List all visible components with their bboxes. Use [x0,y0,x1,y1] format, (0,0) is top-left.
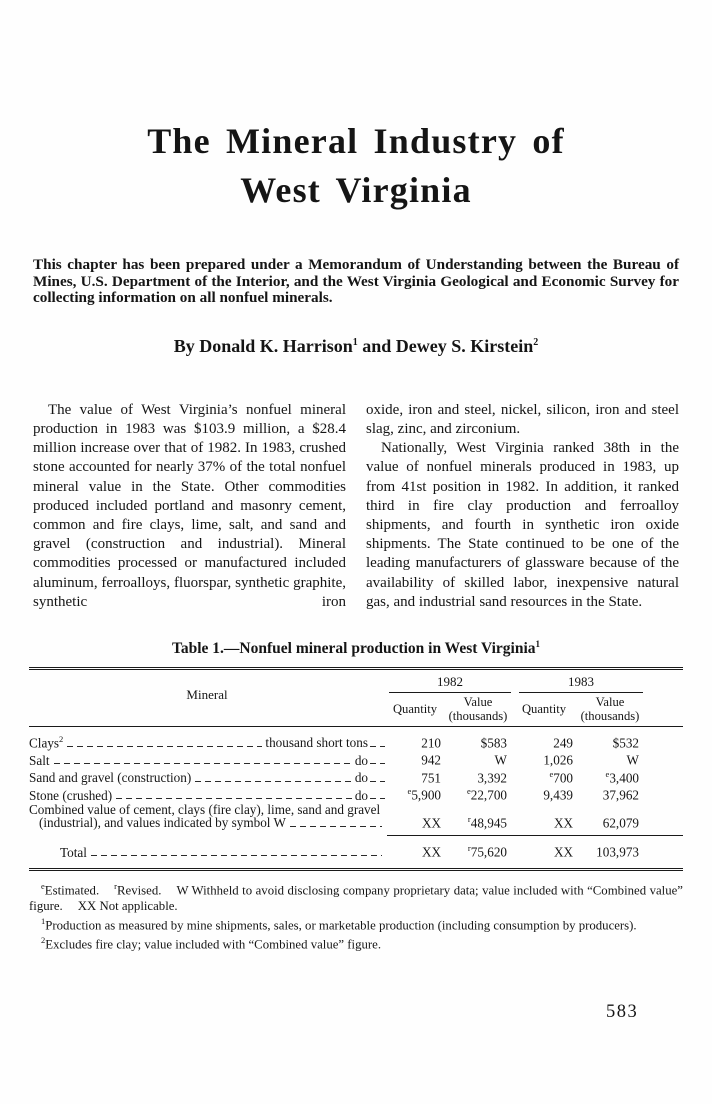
cell-value-1983: 62,079 [602,815,639,831]
dash-leader [116,798,352,799]
table-row-stone-crushed [29,785,683,802]
unit-label: do [354,787,368,803]
page-number: 583 [606,1002,639,1022]
dash-leader [370,798,385,799]
dash-leader [370,746,385,747]
footnote-1: $^1$Production as measured by mine shipments, sales, or marketable production (including consumption by producers). [41,915,637,932]
intro-paragraph: This chapter has been prepared under a Memorandum of Understanding between the Bureau of Mines, U.S. Department of the Interior, and the West Virginia Geological and Economic Survey for collecting information on all nonfuel minerals. [33,256,679,307]
byline-prefix: By [173,335,200,356]
cell-quantity-1982: XX [421,844,441,860]
cell-quantity-1983: 9,439 [543,787,573,803]
cell-value-1982: $^r$48,945 [467,813,507,831]
cell-quantity-1982: XX [421,815,441,831]
cell-quantity-1983: 1,026 [543,752,573,768]
left-column [33,401,346,612]
unit-label: do [354,752,368,768]
right-column [366,401,679,612]
author-1: Donald K. Harrison [199,335,353,356]
year-header-1983: 1983 [519,674,643,693]
cell-quantity-1982: $^e$5,900 [407,786,441,803]
table-bottom-rule [29,868,683,871]
footnote-symbols: $^e$Estimated. $^r$Revised. W Withheld to avoid disclosing company proprietary data; value included with “Combined value” figure. XX Not applicable. [29,881,683,913]
cell-value-1983: $^e$3,400 [605,768,639,786]
cell-value-1982: W [494,752,507,768]
table-row-combined-value [29,803,683,830]
byline-and: and [357,335,396,356]
dash-leader [370,781,385,782]
table-row-clays [29,733,683,750]
byline [0,336,712,357]
author-1-footnote-ref: 1 [352,336,358,348]
cell-quantity-1982: 751 [421,770,441,786]
combined-value-line-2: (industrial), and values indicated by symbol W [39,815,286,831]
unit-label: do [354,770,368,786]
cell-quantity-1983: XX [553,844,573,860]
cell-value-1982: 3,392 [477,770,507,786]
document-title [0,117,712,215]
subheader-quantity-1983: Quantity [521,701,567,716]
cell-value-1983: W [626,752,639,768]
subheader-value-1983: Value (thousands) [580,695,640,723]
table-row-total [29,836,683,864]
cell-value-1982: $^e$22,700 [466,786,507,803]
title-line-1: The Mineral Industry of [147,121,565,161]
subheader-value-1982: Value (thousands) [448,695,508,723]
cell-quantity-1982: 210 [421,735,441,751]
table-row-sand-and-gravel [29,768,683,785]
table-row-salt [29,750,683,767]
table-title: Table 1.—Nonfuel mineral production in West Virginia$^1$ [171,639,541,658]
dash-leader [91,855,382,856]
title-line-2: West Virginia [240,170,472,210]
footnote-2: $^2$Excludes fire clay; value included with “Combined value” figure. [41,934,382,952]
cell-value-1982: $^r$75,620 [467,843,507,860]
author-2: Dewey S. Kirstein [395,335,534,356]
table-header [29,670,683,726]
mineral-name: Sand and gravel (construction) [29,770,192,786]
year-header-1982: 1982 [389,674,511,693]
right-column-paragraph-1: oxide, iron and steel, nickel, silicon, iron and steel slag, zinc, and zirconium. [366,401,679,437]
subheader-quantity-1982: Quantity [392,701,438,716]
mineral-name: Stone (crushed) [29,787,113,803]
cell-value-1983: 37,962 [602,787,639,803]
unit-label: thousand short tons [265,735,368,751]
cell-quantity-1983: XX [553,815,573,831]
production-table [29,667,683,871]
total-label: Total [60,844,87,860]
cell-quantity-1983: 249 [553,735,573,751]
dash-leader [195,781,352,782]
cell-quantity-1982: 942 [421,752,441,768]
dash-leader [54,763,352,764]
table-title-footnote-ref: 1 [535,639,541,650]
body-text [33,401,679,612]
dash-leader [290,826,382,827]
right-column-paragraph-2: Nationally, West Virginia ranked 38th in the value of nonfuel minerals produced in 1983, up from 41st position in 1982. In addition, it ranked third in fire clay production and ferroalloy shipments, and fourth in synthetic iron oxide shipments. The State continued to be one of the leading manufacturers of glassware because of the availability of skilled labor, inexpensive natural gas, and industrial sand resources in the State. [366,440,679,610]
mineral-name: Clays$^2$ [29,733,64,751]
author-2-footnote-ref: 2 [533,336,539,348]
dash-leader [370,763,385,764]
cell-value-1983: 103,973 [596,844,639,860]
mineral-name: Salt [29,752,50,768]
cell-quantity-1983: $^e$700 [549,768,573,786]
footnotes [29,879,683,952]
cell-value-1982: $583 [480,735,507,751]
left-column-paragraph: The value of West Virginia’s nonfuel mineral production in 1983 was $103.9 million, a $28.4 million increase over that of 1982. In 1983, crushed stone accounted for nearly 37% of the total nonfuel mineral value in the State. Other commodities produced included portland and masonry cement, common and fire clays, lime, salt, and sand and gravel (construction and industrial). Mineral commodities processed or manufactured included aluminum, ferroalloys, fluorspar, synthetic graphite, synthetic iron [33,401,346,610]
column-header-mineral: Mineral [186,687,228,703]
dash-leader [67,746,262,747]
combined-value-line-1: Combined value of cement, clays (fire clay), lime, sand and gravel [29,801,381,817]
cell-value-1983: $532 [612,735,639,751]
